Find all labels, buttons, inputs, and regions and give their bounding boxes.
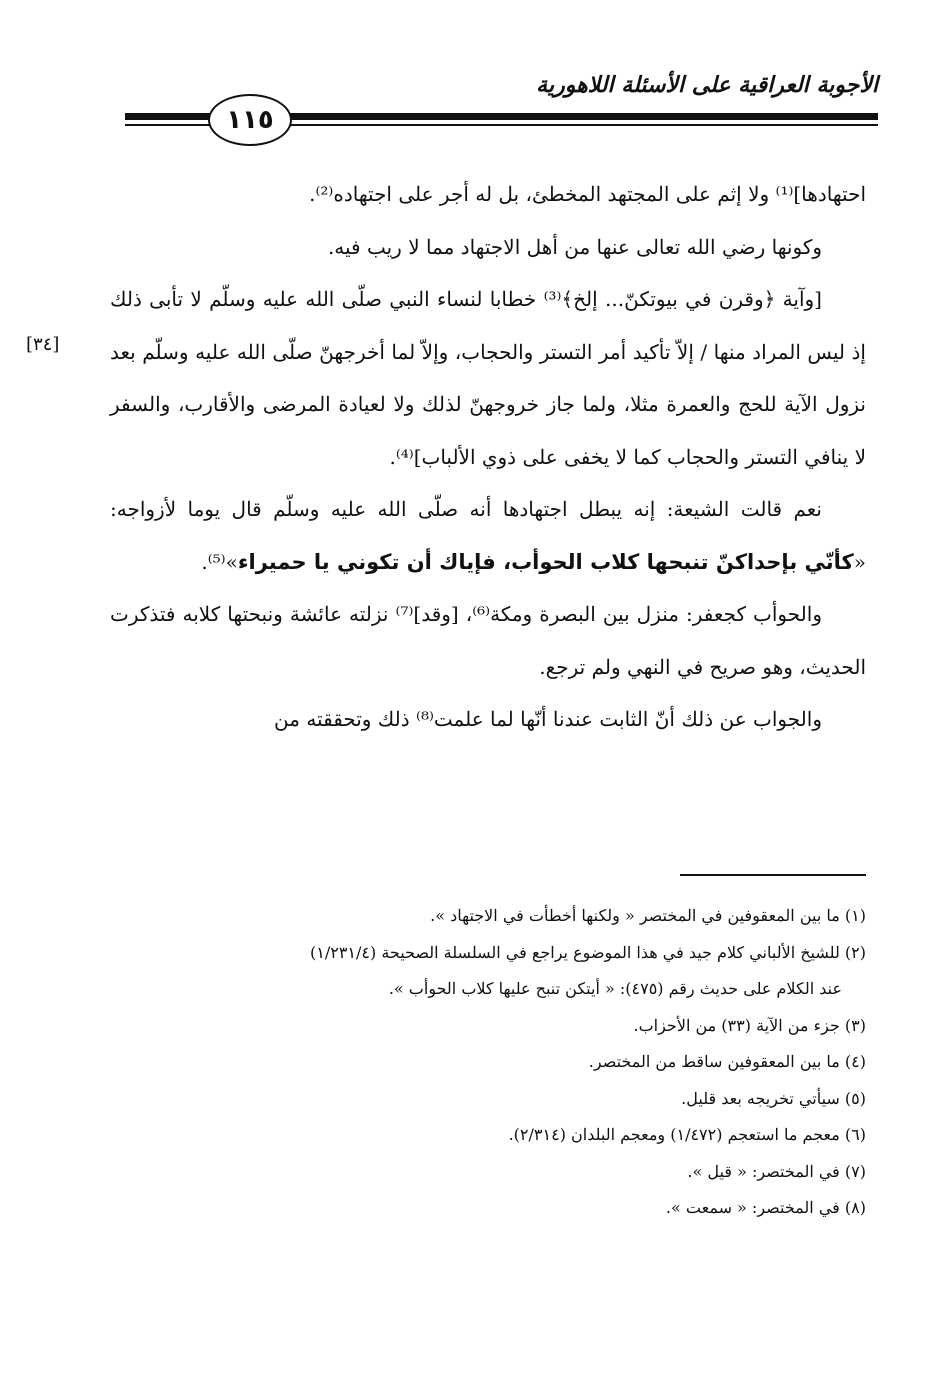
paragraph-2: وكونها رضي الله تعالى عنها من أهل الاجتهاد مما لا ريب فيه. [327, 234, 822, 259]
footnotes [110, 898, 866, 1227]
footnote-1: (١) ما بين المعقوفين في المختصر « ولكنها أخطأت في الاجتهاد ». [430, 906, 866, 925]
footnote-8: (٨) في المختصر: « سمعت ». [665, 1198, 866, 1217]
footnote-5: (٥) سيأتي تخريجه بعد قليل. [681, 1088, 866, 1108]
paragraph-3: [وآية ﴿وقرن في بيوتكنّ... إلخ﴾⁽³⁾ خطابا لنساء النبي صلّى الله عليه وسلّم لا تأبى ذلك إذ ليس المراد منها / إلاّ تأكيد أمر التستر والحجاب، وإلاّ لما أخرجهنّ صلّى الله عليه وسلّم بعد نزول الآية للحج والعمرة مثلا، ولما جاز خروجهنّ لذلك ولا لعيادة المرضى والأقارب، والسفر لا ينافي التستر والحجاب كما لا يخفى على ذوي الألباب]⁽⁴⁾. [110, 287, 866, 469]
footnote-divider [680, 874, 866, 876]
footnote-2: (٢) للشيخ الألباني كلام جيد في هذا الموضوع يراجع في السلسلة الصحيحة (١/٢٣١/٤) [310, 942, 866, 962]
footnote-2-continuation: عند الكلام على حديث رقم (٤٧٥): « أيتكن تنبح عليها كلاب الحوأب ». [388, 979, 842, 998]
footnote-6: (٦) معجم ما استعجم (١/٤٧٢) ومعجم البلدان (٢/٣١٤). [508, 1125, 866, 1144]
page-number: ١١٥ [226, 105, 274, 135]
main-text [110, 168, 866, 746]
paragraph-4 [110, 483, 866, 588]
paragraph-1: احتهادها]⁽¹⁾ ولا إثم على المجتهد المخطئ، بل له أجر على اجتهاده⁽²⁾. [309, 182, 866, 206]
margin-page-reference: [٣٤] [26, 334, 60, 355]
footnote-3: (٣) جزء من الآية (٣٣) من الأحزاب. [633, 1015, 866, 1035]
hadith-quote: كأنّي بإحداكنّ تنبحها كلاب الحوأب، فإياك أن تكوني يا حميراء [237, 549, 854, 574]
paragraph-4-intro: نعم قالت الشيعة: إنه يبطل اجتهادها أنه صلّى الله عليه وسلّم قال يوما لأزواجه: « [110, 497, 866, 574]
footnote-7: (٧) في المختصر: « قيل ». [687, 1161, 866, 1181]
page-number-oval [208, 94, 292, 146]
paragraph-4-end: »⁽⁵⁾. [201, 549, 238, 574]
running-title: الأجوبة العراقية على الأسئلة اللاهورية [536, 72, 878, 98]
paragraph-5: والحوأب كجعفر: منزل بين البصرة ومكة⁽⁶⁾، [وقد]⁽⁷⁾ نزلته عائشة ونبحتها كلابه فتذكرت الحديث، وهو صريح في النهي ولم ترجع. [110, 602, 866, 679]
footnote-4: (٤) ما بين المعقوفين ساقط من المختصر. [588, 1052, 866, 1071]
paragraph-6: والجواب عن ذلك أنّ الثابت عندنا أنّها لما علمت⁽⁸⁾ ذلك وتحققته من [274, 707, 822, 731]
